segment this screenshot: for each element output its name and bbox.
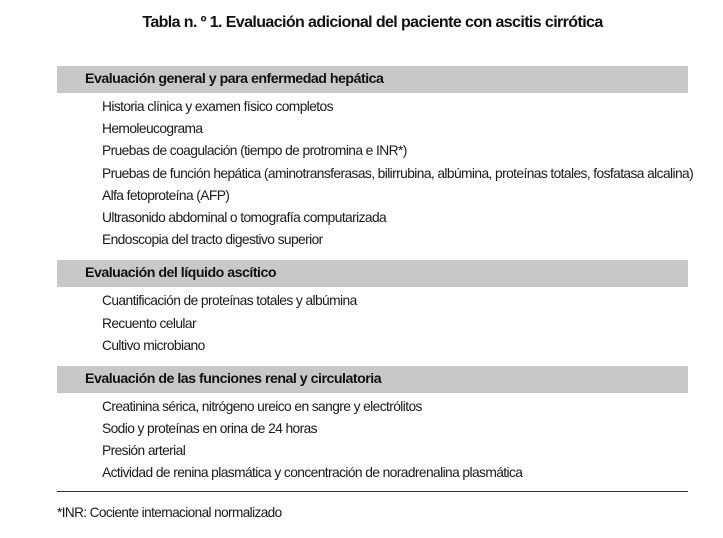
list-item: Hemoleucograma — [102, 121, 203, 137]
list-item: Cultivo microbiano — [102, 337, 205, 353]
section-ascitic-fluid — [57, 260, 688, 360]
list-item: Ultrasonido abdominal o tomografía computarizada — [102, 209, 387, 225]
list-item: Endoscopia del tracto digestivo superior — [102, 232, 323, 248]
list-item: Cuantificación de proteínas totales y albúmina — [102, 293, 357, 309]
list-item: Alfa fetoproteína (AFP) — [102, 187, 230, 203]
section-items — [57, 393, 688, 488]
section-header: Evaluación de las funciones renal y circulatoria — [57, 366, 688, 393]
table-bottom-rule — [57, 491, 688, 492]
section-header: Evaluación del líquido ascítico — [57, 260, 688, 287]
table-title: Tabla n. º 1. Evaluación adicional del paciente con ascitis cirrótica — [142, 14, 603, 31]
evaluation-table — [57, 66, 694, 494]
footnote: *INR: Cociente internacional normalizado — [57, 505, 282, 520]
section-header: Evaluación general y para enfermedad hepática — [57, 66, 688, 93]
section-items — [57, 93, 694, 254]
list-item: Sodio y proteínas en orina de 24 horas — [102, 421, 317, 437]
list-item: Pruebas de función hepática (aminotransferasas, bilirrubina, albúmina, proteínas totales, fosfatasa alcalina) — [102, 165, 694, 181]
section-renal-circulatory — [57, 366, 688, 488]
list-item: Presión arterial — [102, 443, 186, 459]
list-item: Recuento celular — [102, 315, 196, 331]
list-item: Creatinina sérica, nitrógeno ureico en sangre y electrólitos — [102, 398, 422, 414]
list-item: Actividad de renina plasmática y concentración de noradrenalina plasmática — [102, 465, 523, 481]
list-item: Pruebas de coagulación (tiempo de protromina e INR*) — [102, 143, 407, 159]
section-general-hepatic — [57, 66, 694, 254]
section-items — [57, 287, 688, 360]
list-item: Historia clínica y examen físico completos — [102, 99, 333, 114]
